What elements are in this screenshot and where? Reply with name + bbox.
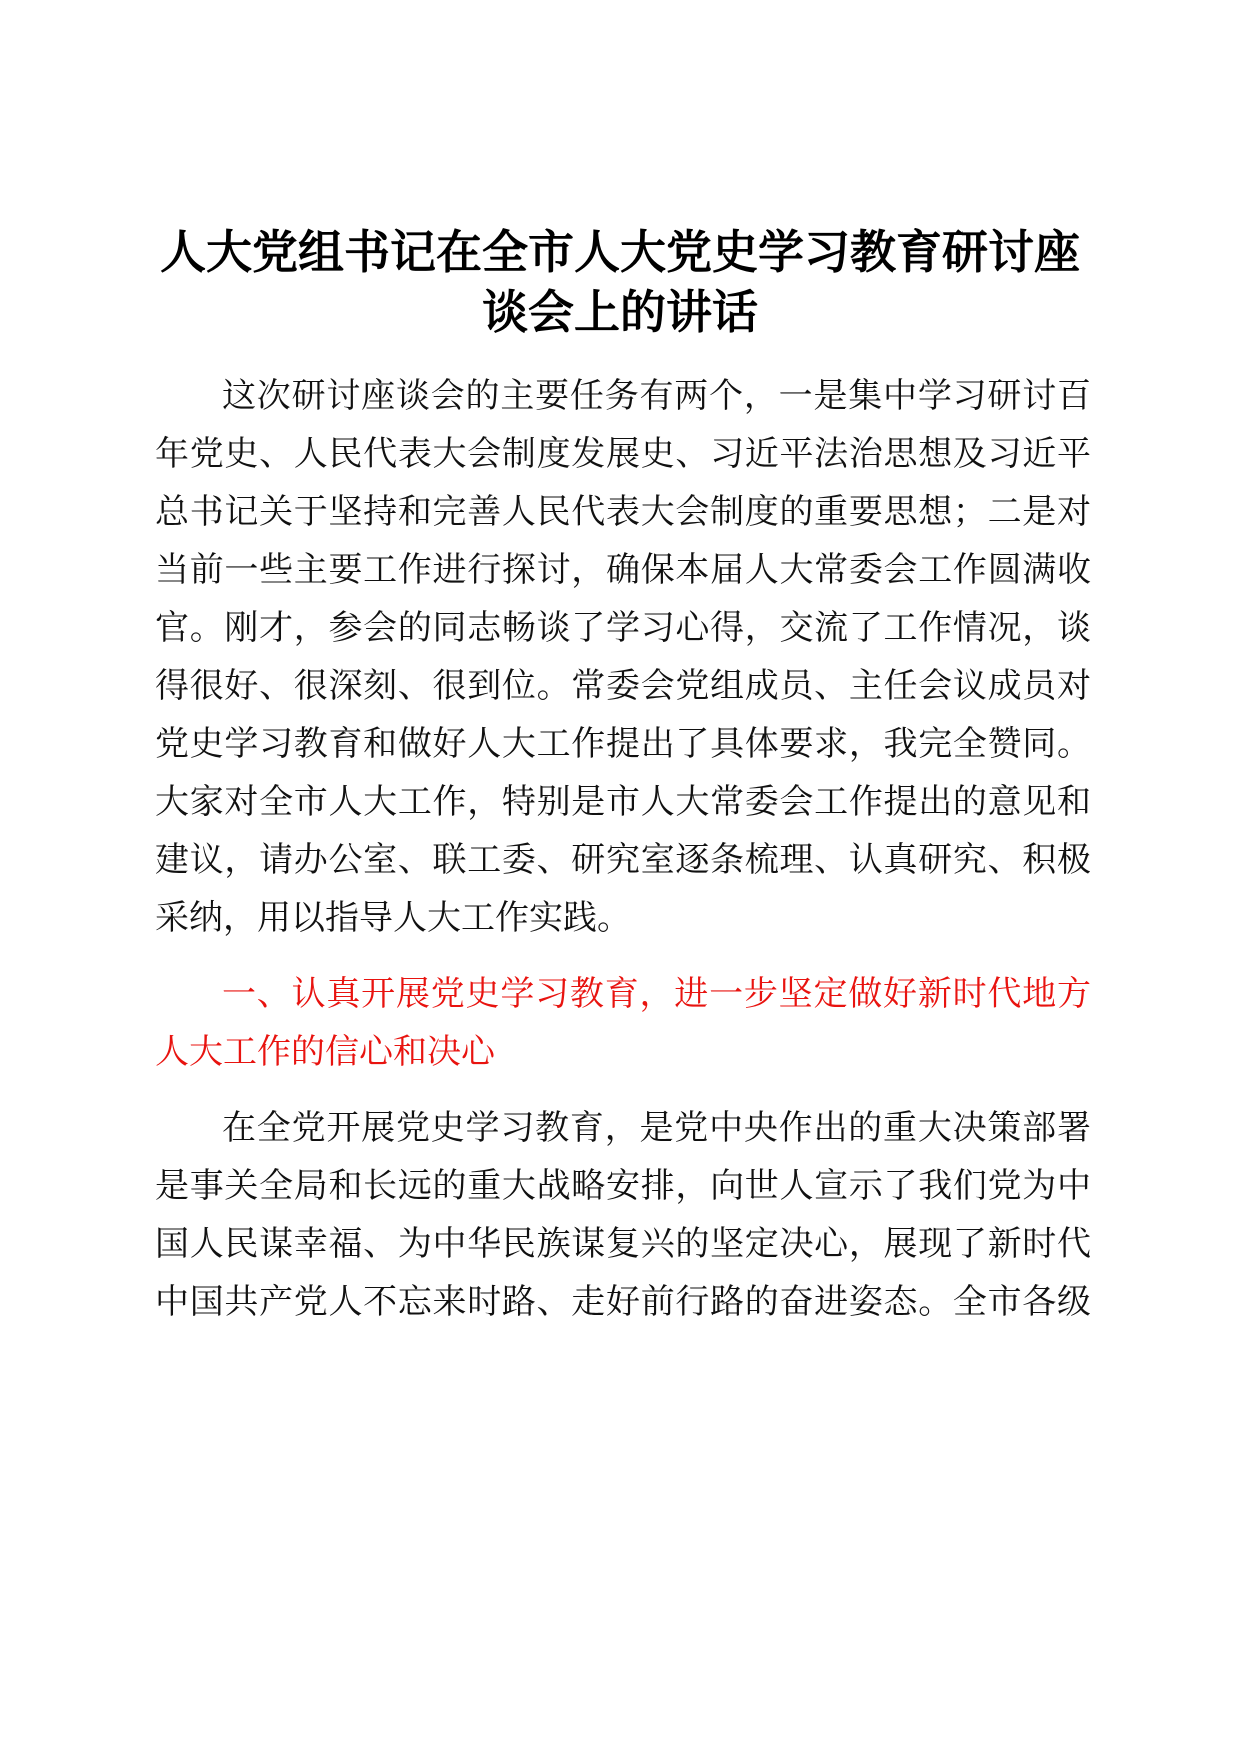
- intro-line: 官。刚才，参会的同志畅谈了学习心得，交流了工作情况，谈: [155, 608, 1091, 648]
- section-body-line: 在全党开展党史学习教育，是党中央作出的重大决策部署: [222, 1108, 1091, 1148]
- intro-line: 这次研讨座谈会的主要任务有两个，一是集中学习研讨百: [222, 376, 1091, 416]
- section-heading-line-1: 一、认真开展党史学习教育，进一步坚定做好新时代地方: [222, 974, 1091, 1014]
- document-title-line-2: 谈会上的讲话: [482, 285, 758, 339]
- intro-line: 年党史、人民代表大会制度发展史、习近平法治思想及习近平: [155, 434, 1091, 474]
- intro-line: 党史学习教育和做好人大工作提出了具体要求，我完全赞同。: [155, 724, 1091, 764]
- section-body-line: 国人民谋幸福、为中华民族谋复兴的坚定决心，展现了新时代: [155, 1224, 1091, 1264]
- intro-line: 采纳，用以指导人大工作实践。: [155, 898, 631, 938]
- intro-line: 总书记关于坚持和完善人民代表大会制度的重要思想；二是对: [155, 492, 1091, 532]
- intro-line: 得很好、很深刻、很到位。常委会党组成员、主任会议成员对: [155, 666, 1091, 706]
- intro-line: 当前一些主要工作进行探讨，确保本届人大常委会工作圆满收: [155, 550, 1091, 590]
- section-heading-line-2: 人大工作的信心和决心: [155, 1032, 495, 1072]
- document-title-line-1: 人大党组书记在全市人大党史学习教育研讨座: [160, 225, 1080, 279]
- intro-line: 大家对全市人大工作，特别是市人大常委会工作提出的意见和: [155, 782, 1091, 822]
- intro-line: 建议，请办公室、联工委、研究室逐条梳理、认真研究、积极: [155, 840, 1091, 880]
- section-body-line: 是事关全局和长远的重大战略安排，向世人宣示了我们党为中: [155, 1166, 1091, 1206]
- section-body-line: 中国共产党人不忘来时路、走好前行路的奋进姿态。全市各级: [155, 1282, 1091, 1322]
